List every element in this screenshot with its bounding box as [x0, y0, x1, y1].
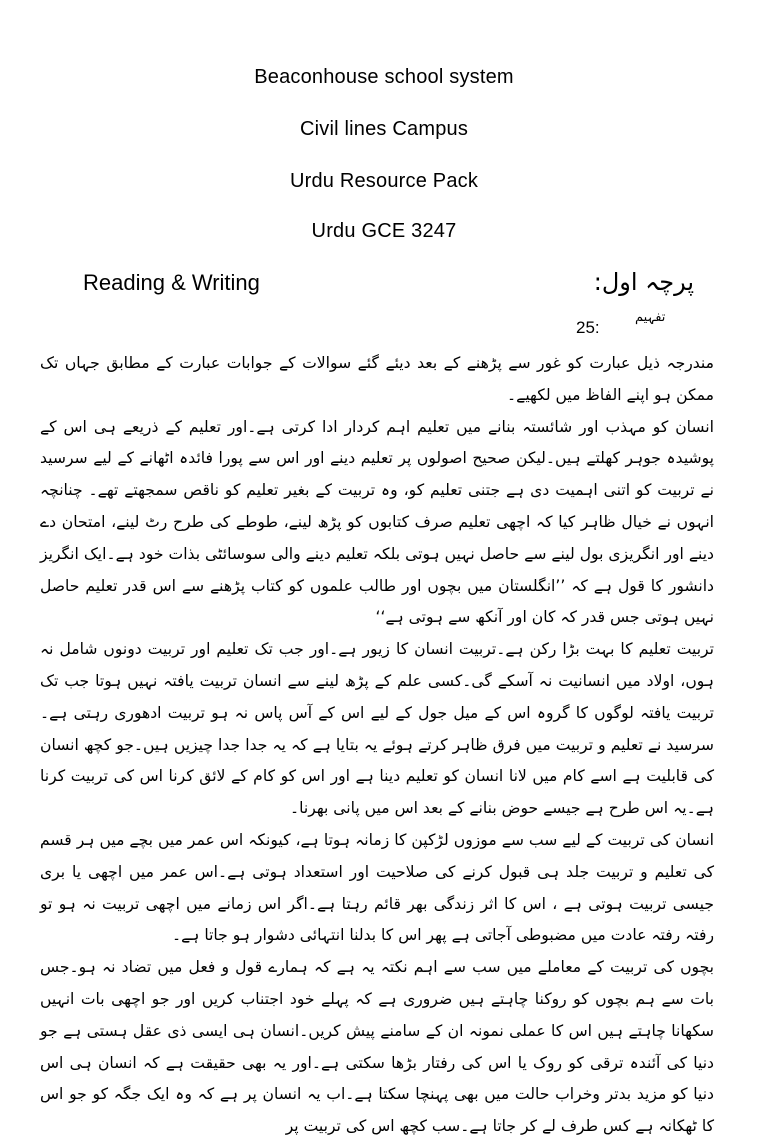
paper-title-english: Reading & Writing — [83, 270, 260, 295]
campus-name: Civil lines Campus — [299, 118, 469, 140]
section-label-comprehension: تفہیم — [635, 310, 666, 325]
section-marks: 25: — [576, 318, 600, 337]
passage-paragraph-4: بچوں کی تربیت کے معاملے میں سب سے اہم نکتہ یہ ہے کہ ہمارے قول و فعل میں تضاد نہ ہو۔جس بات سے ہم بچوں کو روکنا چاہتے ہیں ضروری ہے کہ پہلے خود اجتناب کریں اور جو اچھی بات انہیں سکھانا چاہتے ہیں اس کا عملی نمونہ ان کے سامنے پیش کریں۔انسان ہی ایسی ذی عقل ہستی ہے جو دنیا کی آئندہ ترقی کو روک یا اس کی رفتار بڑھا سکتی ہے۔اور یہ بھی حقیقت ہے کہ انسان ہی اس دنیا کو مزید بدتر وخراب حالت میں بھی پہنچا سکتا ہے۔اب یہ انسان پر ہے کہ وہ ایک جگہ کو جو اس کا ٹھکانہ ہے کس طرف لے کر جاتا ہے۔سب کچھ اس کی تربیت پر — [40, 958, 714, 1136]
school-name: Beaconhouse school system — [254, 66, 514, 88]
paper-title-urdu: پرچہ اول: — [593, 268, 694, 296]
resource-pack-title: Urdu Resource Pack — [289, 170, 479, 192]
course-code: Urdu GCE 3247 — [311, 220, 457, 242]
passage-paragraph-1: انسان کو مہذب اور شائستہ بنانے میں تعلیم اہم کردار ادا کرتی ہے۔اور تعلیم کے ذریعے ہی اس کے پوشیدہ جوہر کھلتے ہیں۔لیکن صحیح اصولوں پر تعلیم دینے اور اس سے پورا فائدہ اٹھانے کے لیے سرسید نے تربیت کو اتنی اہمیت دی ہے جتنی تعلیم کو، وہ تربیت کے بغیر تعلیم کو ناقص سمجھتے تھے۔ چنانچہ انہوں نے خیال ظاہر کیا کہ اچھی تعلیم صرف کتابوں کو پڑھ لینے، طوطے کی طرح رٹ لینے، امتحان دے دینے اور انگریزی بول لینے سے حاصل نہیں ہوتی بلکہ تعلیم دینے والی سوسائٹی بذات خود ہے۔ایک انگریز دانشور کا قول ہے کہ ’’انگلستان میں بچوں اور طالب علموں کو کتاب پڑھنے سے اس قدر تعلیم حاصل نہیں ہوتی جس قدر کہ کان اور آنکھ سے ہوتی ہے‘‘ — [40, 417, 714, 627]
section-row — [0, 310, 768, 346]
passage-paragraph-3: انسان کی تربیت کے لیے سب سے موزوں لڑکپن کا زمانہ ہوتا ہے، کیونکہ اس عمر میں بچے میں ہر قسم کی تعلیم و تربیت جلد ہی قبول کرنے کی صلاحیت اور استعداد ہوتی ہے۔اس عمر میں اچھی یا بری جیسی تربیت ہوتی ہے ، اس کا اثر زندگی بھر قائم رہتا ہے۔اگر اس زمانے میں اچھی تربیت نہ ہو تو رفتہ رفتہ عادت میں مضبوطی آجاتی ہے پھر اس کا بدلنا انتہائی دشوار ہو جاتا ہے۔ — [40, 830, 714, 945]
passage-paragraph-2: تربیت تعلیم کا بہت بڑا رکن ہے۔تربیت انسان کا زیور ہے۔اور جب تک تعلیم اور تربیت دونوں شامل نہ ہوں، اولاد میں انسانیت نہ آسکے گی۔کسی علم کے پڑھ لینے سے انسان تربیت یافتہ نہیں ہوتا جب تک تربیت یافتہ لوگوں کا گروہ اس کے میل جول کے لیے اس کے آس پاس نہ ہو تربیت ادھوری رہتی ہے۔سرسید نے تعلیم و تربیت میں فرق ظاہر کرتے ہوئے یہ بتایا ہے کہ یہ جدا جدا چیزیں ہیں۔جو کچھ انسان کی قابلیت ہے اسے کام میں لانا انسان کو تعلیم دینا ہے اور اس کو کام کے لائق کرنا اس کی تربیت کرنا ہے۔یہ اس طرح ہے جیسے حوض بنانے کے بعد اس میں پانی بھرنا۔ — [40, 640, 714, 818]
paper-title-row — [0, 268, 768, 304]
passage-instruction: مندرجہ ذیل عبارت کو غور سے پڑھنے کے بعد دیئے گئے سوالات کے جوابات عبارت کے مطابق جہاں تک ممکن ہو اپنے الفاظ میں لکھیے۔ — [40, 354, 714, 404]
